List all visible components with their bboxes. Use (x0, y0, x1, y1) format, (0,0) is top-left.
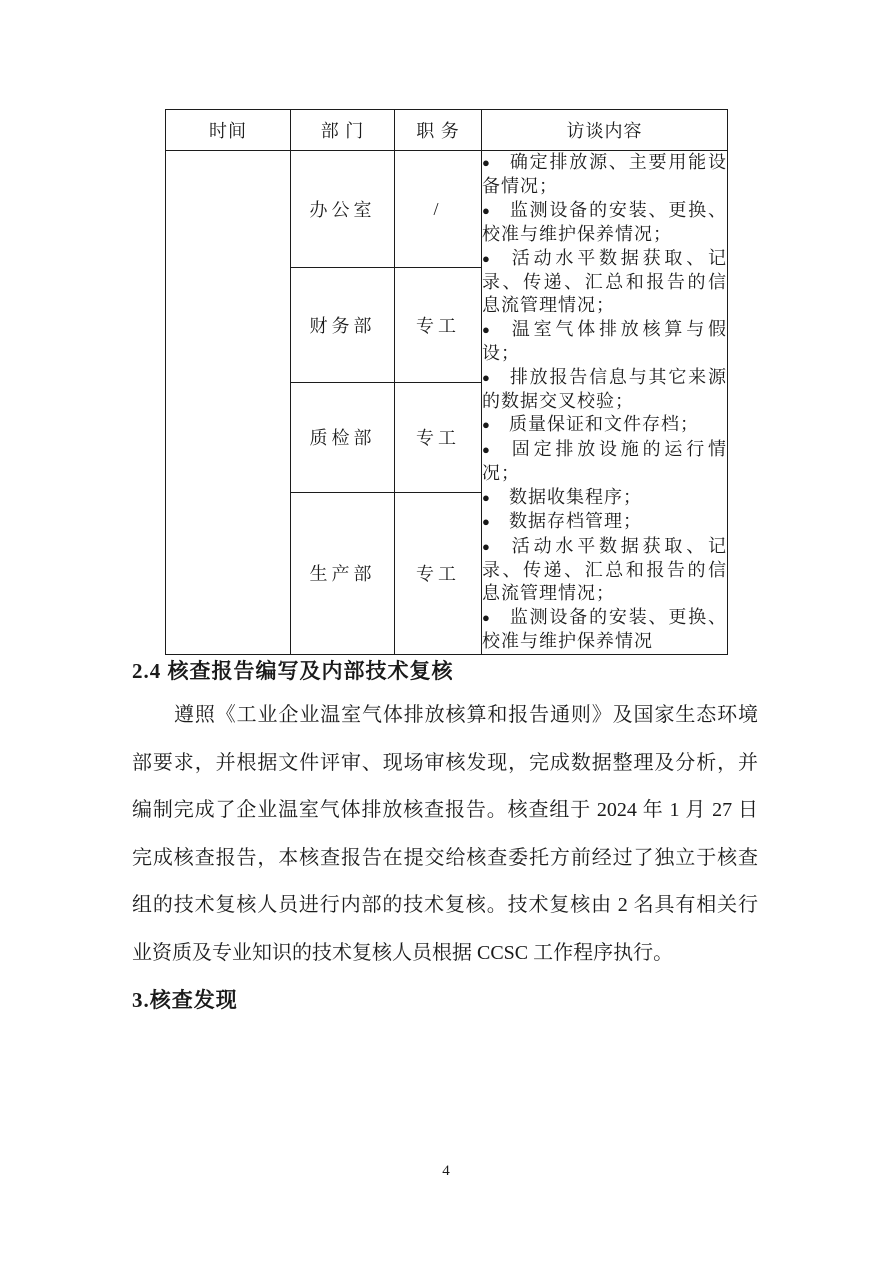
interview-table (165, 109, 728, 655)
department-cell: 质检部 (291, 382, 395, 492)
interview-topic-text: 数据存档管理； (509, 511, 642, 532)
interview-topic (482, 606, 727, 654)
interview-topic-text: 质量保证和文件存档； (509, 414, 699, 435)
position-cell: 专工 (395, 493, 482, 654)
interview-topic (482, 486, 727, 510)
interview-topic (482, 199, 727, 247)
section-heading-2-4: 2.4 核查报告编写及内部技术复核 (132, 659, 454, 683)
interview-topic-text: 活动水平数据获取、记录、传递、汇总和报告的信息流管理情况； (482, 535, 727, 604)
table-header-row (166, 110, 728, 151)
department-cell: 生产部 (291, 493, 395, 654)
interview-topic (482, 438, 727, 486)
time-cell (166, 151, 291, 655)
header-position: 职 务 (395, 110, 482, 151)
paragraph-line: 组的技术复核人员进行内部的技术复核。技术复核由 2 名具有相关行 (132, 894, 758, 917)
interview-topic (482, 151, 727, 199)
interview-topic (482, 247, 727, 318)
bullet-icon: ● (482, 489, 490, 505)
interview-topic (482, 510, 727, 534)
bullet-icon: ● (482, 441, 490, 457)
interview-topic-text: 固定排放设施的运行情况； (482, 438, 727, 484)
interview-topic-text: 数据收集程序； (509, 486, 642, 507)
section-2-4-paragraph (132, 692, 758, 978)
interview-content-cell (482, 151, 728, 655)
interview-topic-text: 排放报告信息与其它来源的数据交叉校验； (482, 366, 727, 412)
interview-topic-text: 温室气体排放核算与假设； (482, 318, 727, 364)
bullet-icon: ● (482, 321, 490, 337)
interview-topic (482, 366, 727, 414)
interview-topic (482, 535, 727, 606)
paragraph-line: 业资质及专业知识的技术复核人员根据 CCSC 工作程序执行。 (132, 941, 674, 964)
interview-topic-text: 确定排放源、主要用能设备情况； (482, 152, 727, 197)
interview-topic (482, 318, 727, 366)
position-cell: / (395, 151, 482, 268)
bullet-icon: ● (482, 369, 490, 385)
bullet-icon: ● (482, 609, 490, 625)
paragraph-line: 编制完成了企业温室气体排放核查报告。核查组于 2024 年 1 月 27 日 (132, 799, 758, 822)
paragraph-line: 部要求，并根据文件评审、现场审核发现，完成数据整理及分析，并 (132, 751, 758, 774)
header-content: 访谈内容 (482, 110, 728, 151)
page-number: 4 (442, 1163, 450, 1179)
interview-topic (482, 413, 727, 437)
paragraph-line: 完成核查报告，本核查报告在提交给核查委托方前经过了独立于核查 (132, 846, 758, 869)
department-cell: 财务部 (291, 268, 395, 382)
interview-topic-text: 监测设备的安装、更换、校准与维护保养情况； (482, 199, 727, 245)
bullet-icon: ● (482, 538, 490, 554)
position-cell: 专工 (395, 268, 482, 382)
position-cell: 专工 (395, 382, 482, 492)
interview-topic-text: 活动水平数据获取、记录、传递、汇总和报告的信息流管理情况； (482, 247, 727, 316)
table-row (166, 151, 728, 268)
department-cell: 办公室 (291, 151, 395, 268)
bullet-icon: ● (482, 155, 490, 170)
header-time: 时间 (166, 110, 291, 151)
section-heading-3: 3.核查发现 (132, 988, 238, 1012)
bullet-icon: ● (482, 514, 490, 530)
bullet-icon: ● (482, 417, 490, 433)
header-department: 部 门 (291, 110, 395, 151)
paragraph-line: 遵照《工业企业温室气体排放核算和报告通则》及国家生态环境 (174, 704, 758, 726)
bullet-icon: ● (482, 202, 490, 218)
interview-topic-text: 监测设备的安装、更换、校准与维护保养情况 (482, 606, 727, 652)
bullet-icon: ● (482, 250, 490, 266)
